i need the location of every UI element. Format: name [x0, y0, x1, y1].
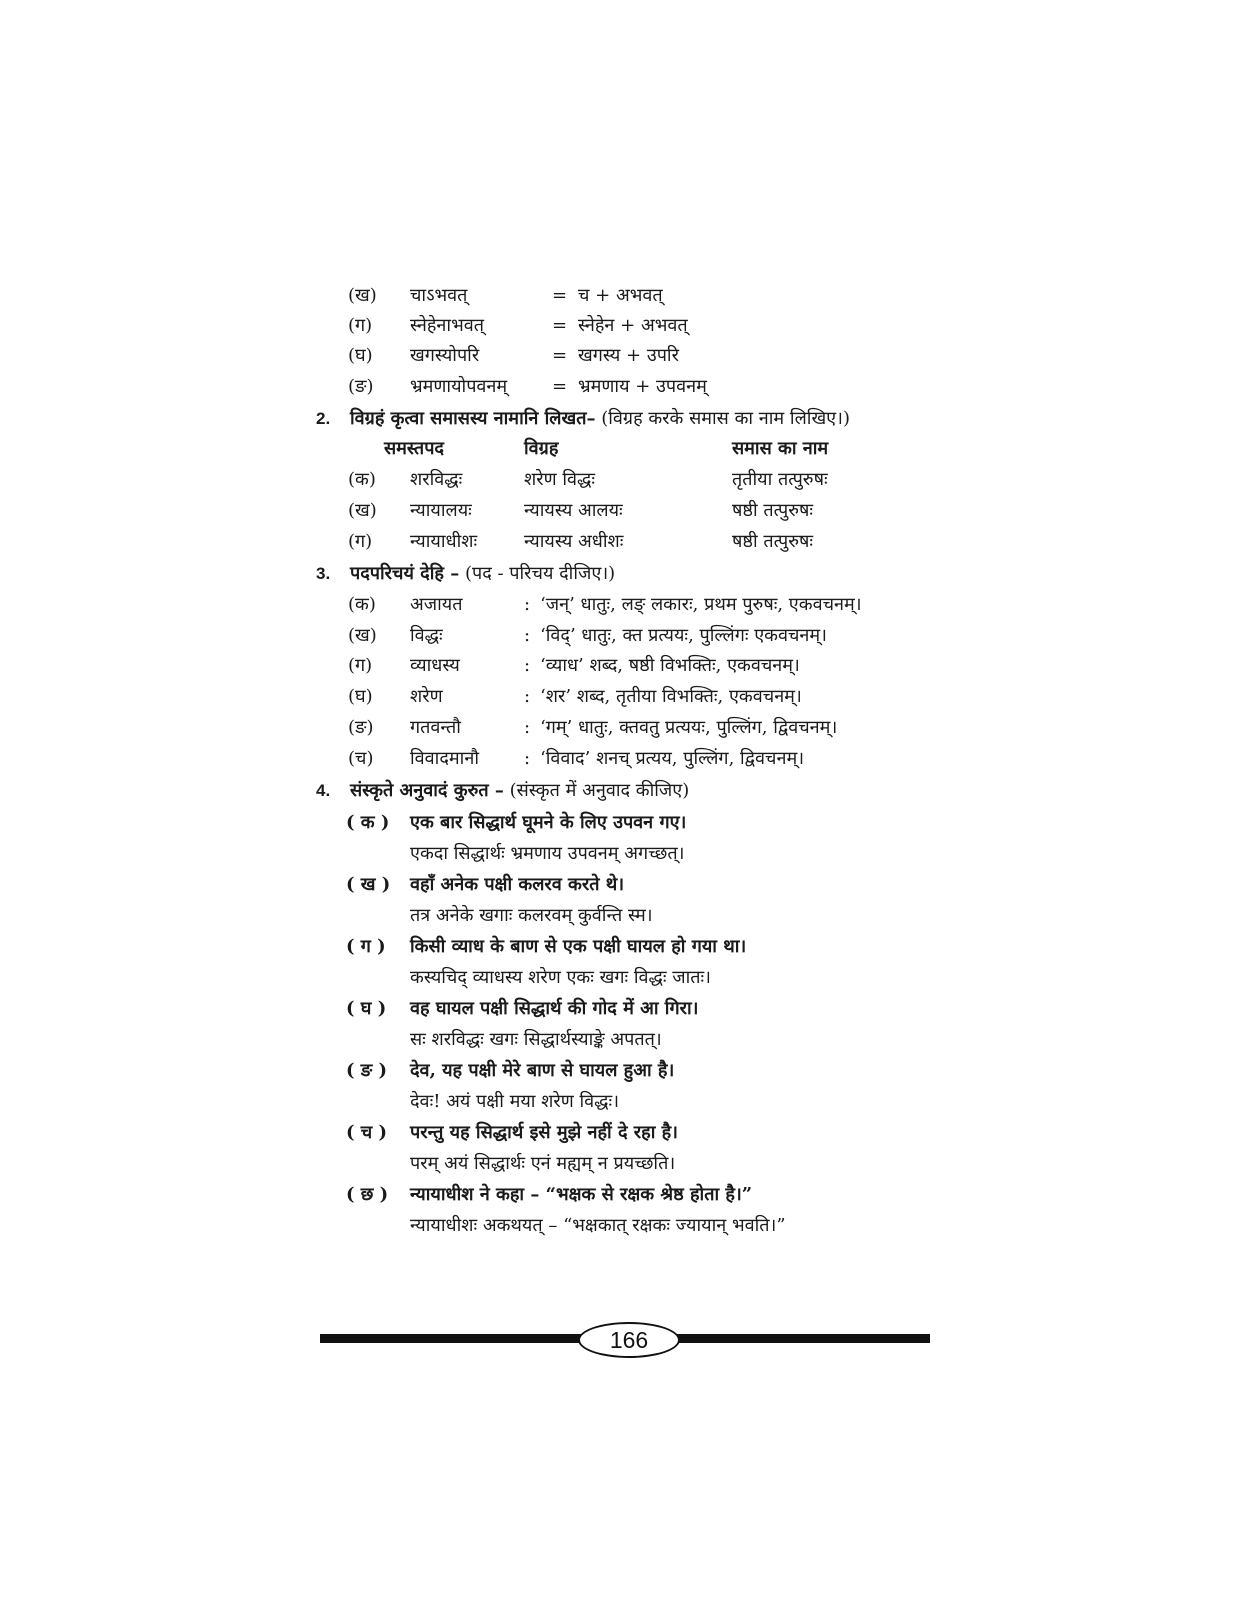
- question-title: विग्रहं कृत्वा समासस्य नामानि लिखत–: [350, 408, 596, 429]
- pada-word: गतवन्तौ: [410, 717, 461, 738]
- list-item: [0, 621, 1260, 651]
- question-text: [350, 776, 689, 806]
- pada-description: ‘जन्’ धातुः, लङ् लकारः, प्रथम पुरुषः, एकवचनम्।: [540, 594, 862, 615]
- equals-sign: =: [552, 376, 568, 397]
- list-item: [0, 744, 1260, 774]
- sanskrit-sentence: न्यायाधीशः अकथयत् – “भक्षकात् रक्षकः ज्यायान् भवति।”: [410, 1215, 786, 1236]
- row-label: (ग): [348, 315, 373, 336]
- sandhi-word: स्नेहेनाभवत्: [410, 315, 484, 336]
- colon: :: [524, 686, 531, 707]
- translation-prompt: [0, 1056, 1260, 1086]
- list-item: [0, 651, 1260, 681]
- question-title: पदपरिचयं देहि –: [350, 563, 460, 584]
- sandhi-row: [0, 372, 1260, 402]
- samasa-name: षष्ठी तत्पुरुषः: [732, 500, 813, 521]
- hindi-sentence: देव, यह पक्षी मेरे बाण से घायल हुआ है।: [410, 1060, 675, 1081]
- pada-word: व्याधस्य: [410, 655, 460, 676]
- pada-description: ‘गम्’ धातुः, क्तवतु प्रत्ययः, पुल्लिंग, द्विवचनम्।: [540, 717, 838, 738]
- translation-answer: [0, 1211, 1260, 1241]
- sandhi-word: खगस्योपरि: [410, 345, 480, 366]
- pada-word: विवादमानौ: [410, 748, 479, 769]
- row-label: (ग): [348, 655, 373, 676]
- colon: :: [524, 625, 531, 646]
- row-label: (घ): [348, 345, 373, 366]
- hindi-sentence: किसी व्याध के बाण से एक पक्षी घायल हो गया था।: [410, 936, 747, 957]
- table-row: [0, 527, 1260, 557]
- row-label: (क): [348, 594, 376, 615]
- translation-prompt: [0, 870, 1260, 900]
- sanskrit-sentence: परम् अयं सिद्धार्थः एनं मह्यम् न प्रयच्छति।: [410, 1153, 676, 1174]
- sanskrit-sentence: सः शरविद्धः खगः सिद्धार्थस्याङ्के अपतत्।: [410, 1029, 662, 1050]
- question-text: [350, 404, 850, 434]
- page-number: 166: [578, 1322, 680, 1358]
- pada-description: ‘विवाद’ शनच् प्रत्यय, पुल्लिंग, द्विवचनम्।: [540, 748, 805, 769]
- translation-prompt: [0, 932, 1260, 962]
- translation-prompt: [0, 808, 1260, 838]
- samasa-name: तृतीया तत्पुरुषः: [732, 469, 828, 490]
- row-label: (ख): [348, 625, 377, 646]
- footer-rule-left: [320, 1334, 582, 1343]
- row-label: (क): [348, 469, 376, 490]
- pada-word: शरेण: [410, 686, 443, 707]
- row-label: (ख): [348, 285, 377, 306]
- column-header: समस्तपद: [384, 438, 444, 459]
- translation-prompt: [0, 1118, 1260, 1148]
- vigraha-text: न्यायस्य आलयः: [524, 500, 623, 521]
- question-number: 3.: [316, 564, 331, 583]
- compound-word: न्यायालयः: [410, 500, 472, 521]
- row-label: (ग): [348, 531, 373, 552]
- vigraha-text: शरेण विद्धः: [524, 469, 596, 490]
- pada-description: ‘शर’ शब्द, तृतीया विभक्तिः, एकवचनम्।: [540, 686, 802, 707]
- row-label: (ख): [348, 500, 377, 521]
- colon: :: [524, 655, 531, 676]
- footer-rule-right: [672, 1334, 930, 1343]
- colon: :: [524, 717, 531, 738]
- sandhi-row: [0, 341, 1260, 371]
- question-note: (विग्रह करके समास का नाम लिखिए।): [601, 408, 850, 429]
- question-note: (संस्कृत में अनुवाद कीजिए): [509, 780, 690, 801]
- sandhi-split: भ्रमणाय + उपवनम्: [578, 376, 707, 397]
- question-heading: [0, 404, 1260, 434]
- question-number: 2.: [316, 409, 331, 428]
- question-heading: [0, 559, 1260, 589]
- list-item: [0, 590, 1260, 620]
- vigraha-text: न्यायस्य अधीशः: [524, 531, 624, 552]
- equals-sign: =: [552, 285, 568, 306]
- row-label: (ङ): [348, 376, 374, 397]
- list-item: [0, 713, 1260, 743]
- row-label: ( ग ): [346, 936, 386, 957]
- list-item: [0, 682, 1260, 712]
- table-row: [0, 496, 1260, 526]
- pada-description: ‘व्याध’ शब्द, षष्ठी विभक्तिः, एकवचनम्।: [540, 655, 800, 676]
- row-label: ( घ ): [346, 998, 387, 1019]
- table-header: [0, 434, 1260, 464]
- equals-sign: =: [552, 345, 568, 366]
- column-header: समास का नाम: [732, 438, 829, 459]
- hindi-sentence: वहाँ अनेक पक्षी कलरव करते थे।: [410, 874, 625, 895]
- equals-sign: =: [552, 315, 568, 336]
- sandhi-word: चाऽभवत्: [410, 285, 468, 306]
- sandhi-split: च + अभवत्: [578, 285, 663, 306]
- translation-answer: [0, 839, 1260, 869]
- hindi-sentence: वह घायल पक्षी सिद्धार्थ की गोद में आ गिरा।: [410, 998, 699, 1019]
- question-title: संस्कृते अनुवादं कुरुत –: [350, 780, 504, 801]
- hindi-sentence: परन्तु यह सिद्धार्थ इसे मुझे नहीं दे रहा है।: [410, 1122, 679, 1143]
- row-label: (ङ): [348, 717, 374, 738]
- compound-word: न्यायाधीशः: [410, 531, 478, 552]
- sanskrit-sentence: देवः! अयं पक्षी मया शरेण विद्धः।: [410, 1091, 620, 1112]
- sandhi-row: [0, 311, 1260, 341]
- pada-word: अजायत: [410, 594, 463, 615]
- colon: :: [524, 594, 531, 615]
- row-label: (च): [348, 748, 374, 769]
- pada-word: विद्धः: [410, 625, 443, 646]
- row-label: ( छ ): [346, 1184, 389, 1205]
- sandhi-split: खगस्य + उपरि: [578, 345, 679, 366]
- sandhi-split: स्नेहेन + अभवत्: [578, 315, 688, 336]
- translation-prompt: [0, 994, 1260, 1024]
- translation-answer: [0, 1025, 1260, 1055]
- sanskrit-sentence: तत्र अनेके खगाः कलरवम् कुर्वन्ति स्म।: [410, 905, 653, 926]
- compound-word: शरविद्धः: [410, 469, 463, 490]
- question-note: (पद - परिचय दीजिए।): [464, 563, 616, 584]
- samasa-name: षष्ठी तत्पुरुषः: [732, 531, 813, 552]
- pada-description: ‘विद्’ धातुः, क्त प्रत्ययः, पुल्लिंगः एकवचनम्।: [540, 625, 828, 646]
- translation-answer: [0, 901, 1260, 931]
- colon: :: [524, 748, 531, 769]
- sandhi-word: भ्रमणायोपवनम्: [410, 376, 508, 397]
- translation-answer: [0, 1087, 1260, 1117]
- table-row: [0, 465, 1260, 495]
- hindi-sentence: न्यायाधीश ने कहा – “भक्षक से रक्षक श्रेष्ठ होता है।”: [410, 1184, 753, 1205]
- row-label: (घ): [348, 686, 373, 707]
- translation-answer: [0, 1149, 1260, 1179]
- translation-answer: [0, 963, 1260, 993]
- row-label: ( ख ): [346, 874, 391, 895]
- column-header: विग्रह: [524, 438, 559, 459]
- row-label: ( क ): [346, 812, 390, 833]
- sanskrit-sentence: एकदा सिद्धार्थः भ्रमणाय उपवनम् अगच्छत्।: [410, 843, 685, 864]
- question-number: 4.: [316, 781, 331, 800]
- hindi-sentence: एक बार सिद्धार्थ घूमने के लिए उपवन गए।: [410, 812, 687, 833]
- question-text: [350, 559, 615, 589]
- sanskrit-sentence: कस्यचिद् व्याधस्य शरेण एकः खगः विद्धः जातः।: [410, 967, 711, 988]
- translation-prompt: [0, 1180, 1260, 1210]
- row-label: ( च ): [346, 1122, 387, 1143]
- sandhi-row: [0, 281, 1260, 311]
- question-heading: [0, 776, 1260, 806]
- row-label: ( ङ ): [346, 1060, 388, 1081]
